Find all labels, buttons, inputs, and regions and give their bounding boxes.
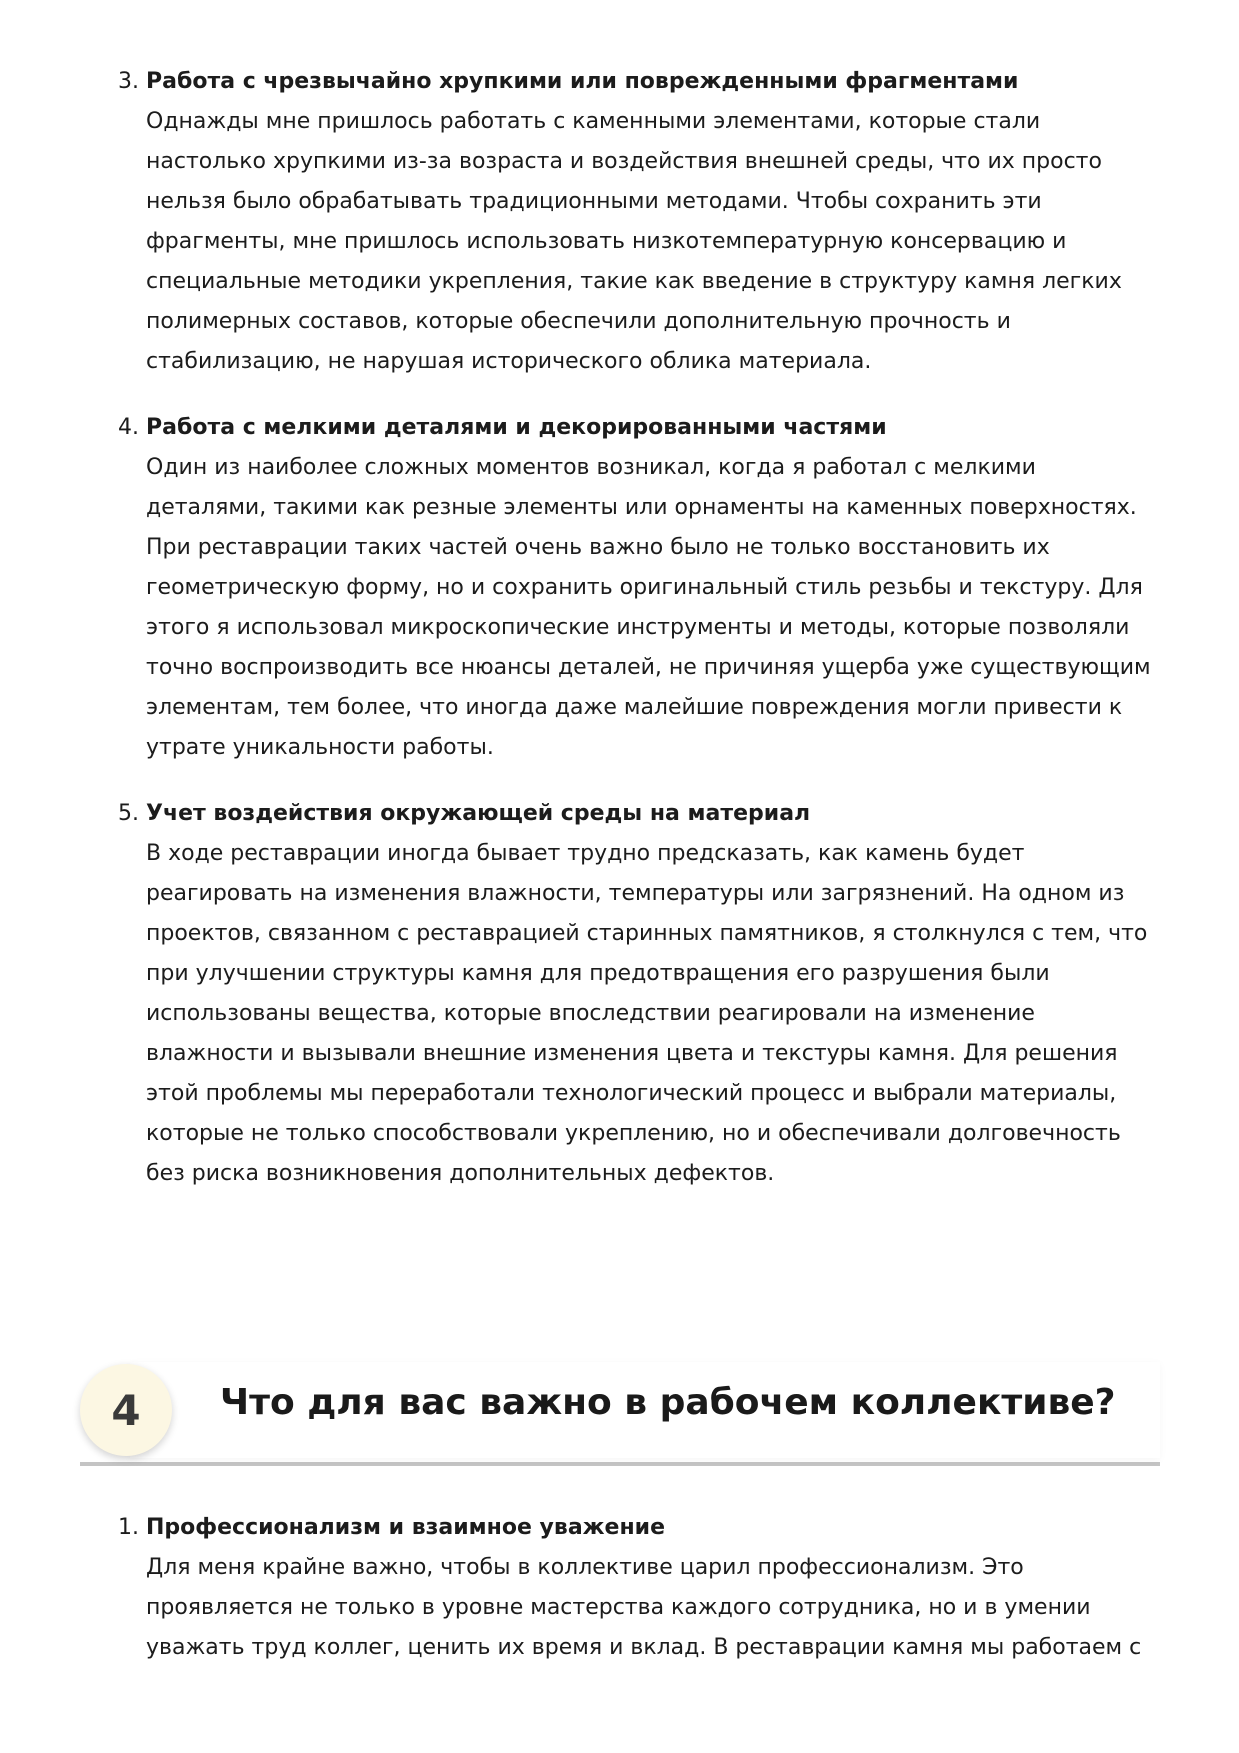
list-item-title: Профессионализм и взаимное уважение	[146, 1515, 666, 1540]
list-item-body: Один из наиболее сложных моментов возникал, когда я работал с мелкими деталями, такими как резные элементы или орнаменты на каменных поверхностях. При реставрации таких частей очень важно было не только восстановить их геометрическую форму, но и сохранить оригинальный стиль резьбы и текстуру. Для этого я использовал микроскопические инструменты и методы, которые позволяли точно воспроизводить все нюансы деталей, не причиняя ущерба уже существующим элементам, тем более, что иногда даже малейшие повреждения могли привести к утрате уникальности работы.	[146, 455, 1151, 760]
list-item-body: Для меня крайне важно, чтобы в коллективе царил профессионализм. Это проявляется не только в уровне мастерства каждого сотрудника, но и в умении уважать труд коллег, ценить их время и вклад. В реставрации камня мы работаем с	[146, 1555, 1142, 1660]
list-item-number: 3.	[118, 69, 139, 94]
list-item	[118, 794, 1158, 1194]
section-header	[80, 1360, 1160, 1466]
list-item	[118, 1508, 1158, 1668]
list-item	[118, 408, 1158, 768]
answer-list-top	[118, 62, 1158, 1220]
list-item-title: Работа с чрезвычайно хрупкими или поврежденными фрагментами	[146, 69, 1019, 94]
list-item-body: В ходе реставрации иногда бывает трудно предсказать, как камень будет реагировать на изменения влажности, температуры или загрязнений. На одном из проектов, связанном с реставрацией старинных памятников, я столкнулся с тем, что при улучшении структуры камня для предотвращения его разрушения были использованы вещества, которые впоследствии реагировали на изменение влажности и вызывали внешние изменения цвета и текстуры камня. Для решения этой проблемы мы переработали технологический процесс и выбрали материалы, которые не только способствовали укреплению, но и обеспечивали долговечность без риска возникновения дополнительных дефектов.	[146, 841, 1148, 1186]
list-item-number: 5.	[118, 801, 139, 826]
section-title: Что для вас важно в рабочем коллективе?	[220, 1382, 1116, 1423]
section-number-badge: 4	[80, 1364, 172, 1456]
answer-list-bottom	[118, 1508, 1158, 1694]
list-item	[118, 62, 1158, 382]
list-item-title: Учет воздействия окружающей среды на материал	[146, 801, 811, 826]
list-item-body: Однажды мне пришлось работать с каменными элементами, которые стали настолько хрупкими из-за возраста и воздействия внешней среды, что их просто нельзя было обрабатывать традиционными методами. Чтобы сохранить эти фрагменты, мне пришлось использовать низкотемпературную консервацию и специальные методики укрепления, такие как введение в структуру камня легких полимерных составов, которые обеспечили дополнительную прочность и стабилизацию, не нарушая исторического облика материала.	[146, 109, 1122, 374]
list-item-number: 4.	[118, 415, 139, 440]
list-item-number: 1.	[118, 1515, 139, 1540]
list-item-title: Работа с мелкими деталями и декорированными частями	[146, 415, 887, 440]
